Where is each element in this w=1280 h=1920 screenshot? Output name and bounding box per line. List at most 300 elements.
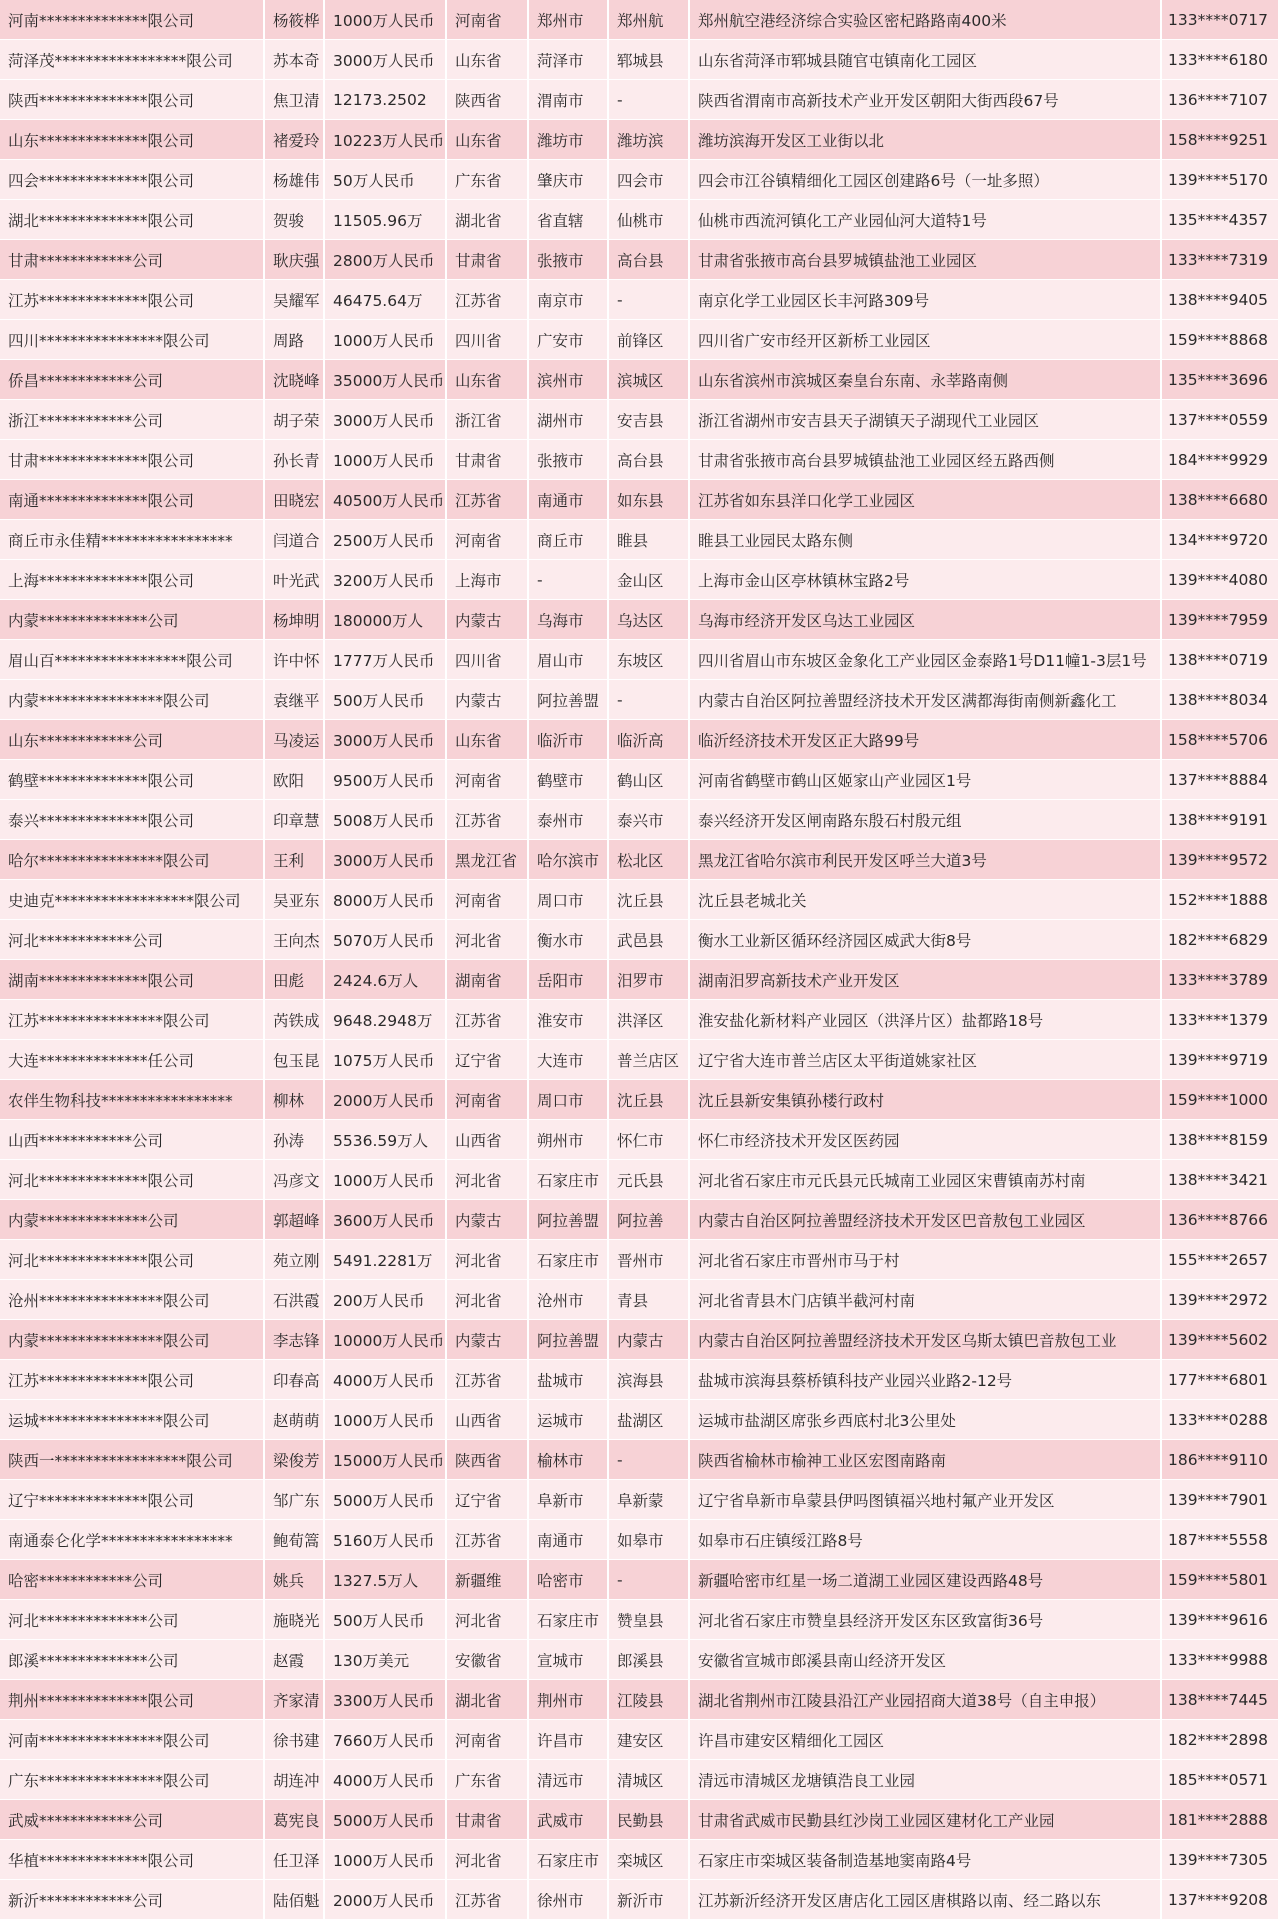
phone-cell: 138****8034 <box>1162 680 1278 720</box>
capital-cell: 5000万人民币 <box>325 1480 445 1520</box>
phone-cell: 139****9616 <box>1162 1600 1278 1640</box>
province-cell: 江苏省 <box>447 280 527 320</box>
company-cell: 鹤壁**************限公司 <box>0 760 263 800</box>
phone-cell: 135****3696 <box>1162 360 1278 400</box>
table-row <box>0 1160 1278 1200</box>
company-cell: 四川****************限公司 <box>0 320 263 360</box>
contact-cell: 吴耀军 <box>265 280 323 320</box>
province-cell: 河北省 <box>447 1600 527 1640</box>
district-cell: 赞皇县 <box>609 1600 688 1640</box>
city-cell: 许昌市 <box>529 1720 607 1760</box>
capital-cell: 2500万人民币 <box>325 520 445 560</box>
city-cell: 岳阳市 <box>529 960 607 1000</box>
contact-cell: 鲍荀篙 <box>265 1520 323 1560</box>
company-cell: 广东****************限公司 <box>0 1760 263 1800</box>
capital-cell: 2424.6万人 <box>325 960 445 1000</box>
company-cell: 南通泰仑化学***************** <box>0 1520 263 1560</box>
contact-cell: 田彪 <box>265 960 323 1000</box>
contact-cell: 任卫泽 <box>265 1840 323 1880</box>
phone-cell: 138****9405 <box>1162 280 1278 320</box>
address-cell: 河北省石家庄市晋州市马于村 <box>690 1240 1160 1280</box>
city-cell: 滨州市 <box>529 360 607 400</box>
address-cell: 安徽省宣城市郎溪县南山经济开发区 <box>690 1640 1160 1680</box>
phone-cell: 186****9110 <box>1162 1440 1278 1480</box>
capital-cell: 3000万人民币 <box>325 400 445 440</box>
table-row <box>0 1800 1278 1840</box>
city-cell: 临沂市 <box>529 720 607 760</box>
province-cell: 内蒙古 <box>447 600 527 640</box>
district-cell: 郎溪县 <box>609 1640 688 1680</box>
table-row <box>0 480 1278 520</box>
company-cell: 新沂************公司 <box>0 1880 263 1920</box>
table-row <box>0 1560 1278 1600</box>
capital-cell: 3300万人民币 <box>325 1680 445 1720</box>
capital-cell: 3000万人民币 <box>325 40 445 80</box>
contact-cell: 郭超峰 <box>265 1200 323 1240</box>
table-row <box>0 40 1278 80</box>
table-row <box>0 1200 1278 1240</box>
capital-cell: 1075万人民币 <box>325 1040 445 1080</box>
city-cell: 省直辖 <box>529 200 607 240</box>
contact-cell: 印春高 <box>265 1360 323 1400</box>
contact-cell: 褚爱玲 <box>265 120 323 160</box>
contact-cell: 叶光武 <box>265 560 323 600</box>
address-cell: 临沂经济技术开发区正大路99号 <box>690 720 1160 760</box>
district-cell: - <box>609 680 688 720</box>
city-cell: 泰州市 <box>529 800 607 840</box>
city-cell: 广安市 <box>529 320 607 360</box>
city-cell: 哈密市 <box>529 1560 607 1600</box>
district-cell: 汨罗市 <box>609 960 688 1000</box>
capital-cell: 3000万人民币 <box>325 720 445 760</box>
contact-cell: 孙涛 <box>265 1120 323 1160</box>
table-row <box>0 800 1278 840</box>
district-cell: 栾城区 <box>609 1840 688 1880</box>
district-cell: 四会市 <box>609 160 688 200</box>
table-row <box>0 1600 1278 1640</box>
address-cell: 怀仁市经济技术开发区医药园 <box>690 1120 1160 1160</box>
district-cell: 元氏县 <box>609 1160 688 1200</box>
company-cell: 南通**************限公司 <box>0 480 263 520</box>
phone-cell: 133****0288 <box>1162 1400 1278 1440</box>
capital-cell: 35000万人民币 <box>325 360 445 400</box>
phone-cell: 159****5801 <box>1162 1560 1278 1600</box>
province-cell: 陕西省 <box>447 80 527 120</box>
contact-cell: 邹广东 <box>265 1480 323 1520</box>
province-cell: 江苏省 <box>447 800 527 840</box>
contact-cell: 柳林 <box>265 1080 323 1120</box>
contact-cell: 孙长青 <box>265 440 323 480</box>
phone-cell: 139****7901 <box>1162 1480 1278 1520</box>
province-cell: 四川省 <box>447 320 527 360</box>
phone-cell: 155****2657 <box>1162 1240 1278 1280</box>
contact-cell: 胡子荣 <box>265 400 323 440</box>
contact-cell: 王向杰 <box>265 920 323 960</box>
province-cell: 山东省 <box>447 720 527 760</box>
province-cell: 河南省 <box>447 520 527 560</box>
capital-cell: 8000万人民币 <box>325 880 445 920</box>
district-cell: 江陵县 <box>609 1680 688 1720</box>
district-cell: 阜新蒙 <box>609 1480 688 1520</box>
phone-cell: 139****9572 <box>1162 840 1278 880</box>
province-cell: 河南省 <box>447 1720 527 1760</box>
district-cell: - <box>609 280 688 320</box>
district-cell: - <box>609 80 688 120</box>
city-cell: 石家庄市 <box>529 1160 607 1200</box>
phone-cell: 138****0719 <box>1162 640 1278 680</box>
phone-cell: 139****5602 <box>1162 1320 1278 1360</box>
province-cell: 湖南省 <box>447 960 527 1000</box>
capital-cell: 5160万人民币 <box>325 1520 445 1560</box>
district-cell: 泰兴市 <box>609 800 688 840</box>
company-cell: 农伴生物科技***************** <box>0 1080 263 1120</box>
district-cell: 安吉县 <box>609 400 688 440</box>
contact-cell: 赵霞 <box>265 1640 323 1680</box>
address-cell: 河北省青县木门店镇半截河村南 <box>690 1280 1160 1320</box>
company-cell: 内蒙****************限公司 <box>0 1320 263 1360</box>
phone-cell: 133****6180 <box>1162 40 1278 80</box>
capital-cell: 180000万人 <box>325 600 445 640</box>
city-cell: 眉山市 <box>529 640 607 680</box>
province-cell: 江苏省 <box>447 1880 527 1920</box>
capital-cell: 7660万人民币 <box>325 1720 445 1760</box>
district-cell: 鹤山区 <box>609 760 688 800</box>
city-cell: 沧州市 <box>529 1280 607 1320</box>
table-row <box>0 280 1278 320</box>
table-row <box>0 680 1278 720</box>
contact-cell: 施晓光 <box>265 1600 323 1640</box>
province-cell: 河北省 <box>447 1160 527 1200</box>
province-cell: 广东省 <box>447 1760 527 1800</box>
table-row <box>0 1240 1278 1280</box>
company-cell: 华植**************限公司 <box>0 1840 263 1880</box>
phone-cell: 139****7959 <box>1162 600 1278 640</box>
capital-cell: 2000万人民币 <box>325 1080 445 1120</box>
capital-cell: 5491.2281万 <box>325 1240 445 1280</box>
province-cell: 甘肃省 <box>447 1800 527 1840</box>
phone-cell: 136****7107 <box>1162 80 1278 120</box>
city-cell: 阜新市 <box>529 1480 607 1520</box>
phone-cell: 139****7305 <box>1162 1840 1278 1880</box>
capital-cell: 12173.2502 <box>325 80 445 120</box>
city-cell: 周口市 <box>529 880 607 920</box>
district-cell: 武邑县 <box>609 920 688 960</box>
city-cell: 阿拉善盟 <box>529 1200 607 1240</box>
phone-cell: 185****0571 <box>1162 1760 1278 1800</box>
city-cell: 肇庆市 <box>529 160 607 200</box>
address-cell: 黑龙江省哈尔滨市利民开发区呼兰大道3号 <box>690 840 1160 880</box>
capital-cell: 15000万人民币 <box>325 1440 445 1480</box>
province-cell: 甘肃省 <box>447 440 527 480</box>
table-row <box>0 1000 1278 1040</box>
company-cell: 商丘市永佳精***************** <box>0 520 263 560</box>
table-row <box>0 1400 1278 1440</box>
company-cell: 河南****************限公司 <box>0 1720 263 1760</box>
company-cell: 辽宁**************限公司 <box>0 1480 263 1520</box>
contact-cell: 许中怀 <box>265 640 323 680</box>
province-cell: 新疆维 <box>447 1560 527 1600</box>
table-row <box>0 560 1278 600</box>
address-cell: 湖北省荆州市江陵县沿江产业园招商大道38号（自主申报） <box>690 1680 1160 1720</box>
address-cell: 江苏省如东县洋口化学工业园区 <box>690 480 1160 520</box>
company-cell: 哈尔****************限公司 <box>0 840 263 880</box>
district-cell: 阿拉善 <box>609 1200 688 1240</box>
capital-cell: 9500万人民币 <box>325 760 445 800</box>
capital-cell: 2000万人民币 <box>325 1880 445 1920</box>
address-cell: 南京化学工业园区长丰河路309号 <box>690 280 1160 320</box>
capital-cell: 1327.5万人 <box>325 1560 445 1600</box>
phone-cell: 137****9208 <box>1162 1880 1278 1920</box>
address-cell: 石家庄市栾城区装备制造基地窦南路4号 <box>690 1840 1160 1880</box>
city-cell: 武威市 <box>529 1800 607 1840</box>
district-cell: 前锋区 <box>609 320 688 360</box>
phone-cell: 133****3789 <box>1162 960 1278 1000</box>
company-cell: 武威************公司 <box>0 1800 263 1840</box>
district-cell: 如东县 <box>609 480 688 520</box>
table-row <box>0 760 1278 800</box>
address-cell: 山东省滨州市滨城区秦皇台东南、永莘路南侧 <box>690 360 1160 400</box>
district-cell: 郓城县 <box>609 40 688 80</box>
contact-cell: 包玉昆 <box>265 1040 323 1080</box>
capital-cell: 1000万人民币 <box>325 440 445 480</box>
table-row <box>0 80 1278 120</box>
company-cell: 侨昌************公司 <box>0 360 263 400</box>
address-cell: 河北省石家庄市元氏县元氏城南工业园区宋曹镇南苏村南 <box>690 1160 1160 1200</box>
company-cell: 河北**************限公司 <box>0 1240 263 1280</box>
capital-cell: 1000万人民币 <box>325 1400 445 1440</box>
province-cell: 河南省 <box>447 760 527 800</box>
company-cell: 运城****************限公司 <box>0 1400 263 1440</box>
capital-cell: 1000万人民币 <box>325 1840 445 1880</box>
province-cell: 陕西省 <box>447 1440 527 1480</box>
contact-cell: 吴亚东 <box>265 880 323 920</box>
capital-cell: 3000万人民币 <box>325 840 445 880</box>
province-cell: 山东省 <box>447 360 527 400</box>
province-cell: 内蒙古 <box>447 680 527 720</box>
province-cell: 浙江省 <box>447 400 527 440</box>
city-cell: 朔州市 <box>529 1120 607 1160</box>
address-cell: 泰兴经济开发区闸南路东殷石村殷元组 <box>690 800 1160 840</box>
company-cell: 江苏****************限公司 <box>0 1000 263 1040</box>
table-row <box>0 640 1278 680</box>
contact-cell: 陆佰魁 <box>265 1880 323 1920</box>
company-cell: 眉山百*****************限公司 <box>0 640 263 680</box>
contact-cell: 袁继平 <box>265 680 323 720</box>
city-cell: 张掖市 <box>529 440 607 480</box>
table-row <box>0 960 1278 1000</box>
contact-cell: 苑立刚 <box>265 1240 323 1280</box>
company-cell: 河北**************限公司 <box>0 1160 263 1200</box>
address-cell: 甘肃省张掖市高台县罗城镇盐池工业园区 <box>690 240 1160 280</box>
district-cell: 高台县 <box>609 440 688 480</box>
company-cell: 江苏**************限公司 <box>0 1360 263 1400</box>
city-cell: 南通市 <box>529 480 607 520</box>
capital-cell: 500万人民币 <box>325 680 445 720</box>
address-cell: 四川省眉山市东坡区金象化工产业园区金泰路1号D11幢1-3层1号 <box>690 640 1160 680</box>
address-cell: 陕西省渭南市高新技术产业开发区朝阳大街西段67号 <box>690 80 1160 120</box>
province-cell: 江苏省 <box>447 1520 527 1560</box>
address-cell: 江苏新沂经济开发区唐店化工园区唐棋路以南、经二路以东 <box>690 1880 1160 1920</box>
address-cell: 仙桃市西流河镇化工产业园仙河大道特1号 <box>690 200 1160 240</box>
province-cell: 甘肃省 <box>447 240 527 280</box>
table-row <box>0 320 1278 360</box>
phone-cell: 182****6829 <box>1162 920 1278 960</box>
province-cell: 山东省 <box>447 40 527 80</box>
province-cell: 江苏省 <box>447 1360 527 1400</box>
capital-cell: 50万人民币 <box>325 160 445 200</box>
phone-cell: 138****9191 <box>1162 800 1278 840</box>
city-cell: 商丘市 <box>529 520 607 560</box>
district-cell: - <box>609 1440 688 1480</box>
city-cell: 徐州市 <box>529 1880 607 1920</box>
province-cell: 内蒙古 <box>447 1320 527 1360</box>
phone-cell: 139****4080 <box>1162 560 1278 600</box>
phone-cell: 133****9988 <box>1162 1640 1278 1680</box>
capital-cell: 10223万人民币 <box>325 120 445 160</box>
district-cell: 新沂市 <box>609 1880 688 1920</box>
phone-cell: 158****5706 <box>1162 720 1278 760</box>
address-cell: 新疆哈密市红星一场二道湖工业园区建设西路48号 <box>690 1560 1160 1600</box>
district-cell: 仙桃市 <box>609 200 688 240</box>
address-cell: 辽宁省大连市普兰店区太平街道姚家社区 <box>690 1040 1160 1080</box>
company-cell: 河北**************公司 <box>0 1600 263 1640</box>
district-cell: 普兰店区 <box>609 1040 688 1080</box>
table-row <box>0 600 1278 640</box>
capital-cell: 3600万人民币 <box>325 1200 445 1240</box>
phone-cell: 139****9719 <box>1162 1040 1278 1080</box>
company-cell: 山东************公司 <box>0 720 263 760</box>
address-cell: 四会市江谷镇精细化工园区创建路6号（一址多照） <box>690 160 1160 200</box>
district-cell: 睢县 <box>609 520 688 560</box>
capital-cell: 4000万人民币 <box>325 1360 445 1400</box>
district-cell: 松北区 <box>609 840 688 880</box>
table-row <box>0 1040 1278 1080</box>
address-cell: 四川省广安市经开区新桥工业园区 <box>690 320 1160 360</box>
district-cell: 潍坊滨 <box>609 120 688 160</box>
city-cell: 运城市 <box>529 1400 607 1440</box>
district-cell: 建安区 <box>609 1720 688 1760</box>
district-cell: 青县 <box>609 1280 688 1320</box>
capital-cell: 9648.2948万 <box>325 1000 445 1040</box>
phone-cell: 133****1379 <box>1162 1000 1278 1040</box>
province-cell: 辽宁省 <box>447 1480 527 1520</box>
phone-cell: 137****8884 <box>1162 760 1278 800</box>
contact-cell: 闫道合 <box>265 520 323 560</box>
city-cell: 淮安市 <box>529 1000 607 1040</box>
company-cell: 湖北**************限公司 <box>0 200 263 240</box>
province-cell: 河南省 <box>447 880 527 920</box>
city-cell: 郑州市 <box>529 0 607 40</box>
capital-cell: 5000万人民币 <box>325 1800 445 1840</box>
company-cell: 菏泽茂*****************限公司 <box>0 40 263 80</box>
company-cell: 上海**************限公司 <box>0 560 263 600</box>
table-row <box>0 1080 1278 1120</box>
table-row <box>0 1880 1278 1920</box>
city-cell: 鹤壁市 <box>529 760 607 800</box>
contact-cell: 芮铁成 <box>265 1000 323 1040</box>
capital-cell: 5070万人民币 <box>325 920 445 960</box>
capital-cell: 11505.96万 <box>325 200 445 240</box>
province-cell: 黑龙江省 <box>447 840 527 880</box>
city-cell: 张掖市 <box>529 240 607 280</box>
table-row <box>0 200 1278 240</box>
company-cell: 河南**************限公司 <box>0 0 263 40</box>
company-cell: 内蒙****************限公司 <box>0 680 263 720</box>
contact-cell: 齐家清 <box>265 1680 323 1720</box>
phone-cell: 159****1000 <box>1162 1080 1278 1120</box>
address-cell: 陕西省榆林市榆神工业区宏图南路南 <box>690 1440 1160 1480</box>
province-cell: 河北省 <box>447 1280 527 1320</box>
address-cell: 内蒙古自治区阿拉善盟经济技术开发区满都海街南侧新鑫化工 <box>690 680 1160 720</box>
company-cell: 泰兴**************限公司 <box>0 800 263 840</box>
address-cell: 潍坊滨海开发区工业街以北 <box>690 120 1160 160</box>
table-row <box>0 160 1278 200</box>
contact-cell: 印章慧 <box>265 800 323 840</box>
company-cell: 山西************公司 <box>0 1120 263 1160</box>
phone-cell: 133****7319 <box>1162 240 1278 280</box>
table-row <box>0 0 1278 40</box>
address-cell: 浙江省湖州市安吉县天子湖镇天子湖现代工业园区 <box>690 400 1160 440</box>
company-cell: 四会**************限公司 <box>0 160 263 200</box>
contact-cell: 赵萌萌 <box>265 1400 323 1440</box>
table-row <box>0 1840 1278 1880</box>
contact-cell: 杨筱桦 <box>265 0 323 40</box>
table-row <box>0 120 1278 160</box>
address-cell: 如皋市石庄镇绥江路8号 <box>690 1520 1160 1560</box>
city-cell: 荆州市 <box>529 1680 607 1720</box>
company-cell: 浙江************公司 <box>0 400 263 440</box>
capital-cell: 3200万人民币 <box>325 560 445 600</box>
address-cell: 淮安盐化新材料产业园区（洪泽片区）盐都路18号 <box>690 1000 1160 1040</box>
table-row <box>0 1680 1278 1720</box>
address-cell: 盐城市滨海县蔡桥镇科技产业园兴业路2-12号 <box>690 1360 1160 1400</box>
address-cell: 沈丘县新安集镇孙楼行政村 <box>690 1080 1160 1120</box>
phone-cell: 184****9929 <box>1162 440 1278 480</box>
table-row <box>0 1360 1278 1400</box>
phone-cell: 187****5558 <box>1162 1520 1278 1560</box>
address-cell: 河南省鹤壁市鹤山区姬家山产业园区1号 <box>690 760 1160 800</box>
contact-cell: 徐书建 <box>265 1720 323 1760</box>
province-cell: 河北省 <box>447 1840 527 1880</box>
phone-cell: 139****2972 <box>1162 1280 1278 1320</box>
table-row <box>0 440 1278 480</box>
city-cell: 宣城市 <box>529 1640 607 1680</box>
table-row <box>0 360 1278 400</box>
phone-cell: 138****7445 <box>1162 1680 1278 1720</box>
district-cell: 滨海县 <box>609 1360 688 1400</box>
city-cell: 榆林市 <box>529 1440 607 1480</box>
company-cell: 荆州**************限公司 <box>0 1680 263 1720</box>
address-cell: 运城市盐湖区席张乡西底村北3公里处 <box>690 1400 1160 1440</box>
city-cell: 哈尔滨市 <box>529 840 607 880</box>
capital-cell: 46475.64万 <box>325 280 445 320</box>
address-cell: 睢县工业园民太路东侧 <box>690 520 1160 560</box>
company-cell: 史迪克******************限公司 <box>0 880 263 920</box>
phone-cell: 138****3421 <box>1162 1160 1278 1200</box>
company-cell: 内蒙**************公司 <box>0 600 263 640</box>
company-cell: 江苏**************限公司 <box>0 280 263 320</box>
contact-cell: 田晓宏 <box>265 480 323 520</box>
district-cell: 如皋市 <box>609 1520 688 1560</box>
table-row <box>0 1440 1278 1480</box>
province-cell: 四川省 <box>447 640 527 680</box>
province-cell: 河南省 <box>447 0 527 40</box>
city-cell: 湖州市 <box>529 400 607 440</box>
province-cell: 江苏省 <box>447 1000 527 1040</box>
table-row <box>0 720 1278 760</box>
table-row <box>0 1320 1278 1360</box>
address-cell: 许昌市建安区精细化工园区 <box>690 1720 1160 1760</box>
